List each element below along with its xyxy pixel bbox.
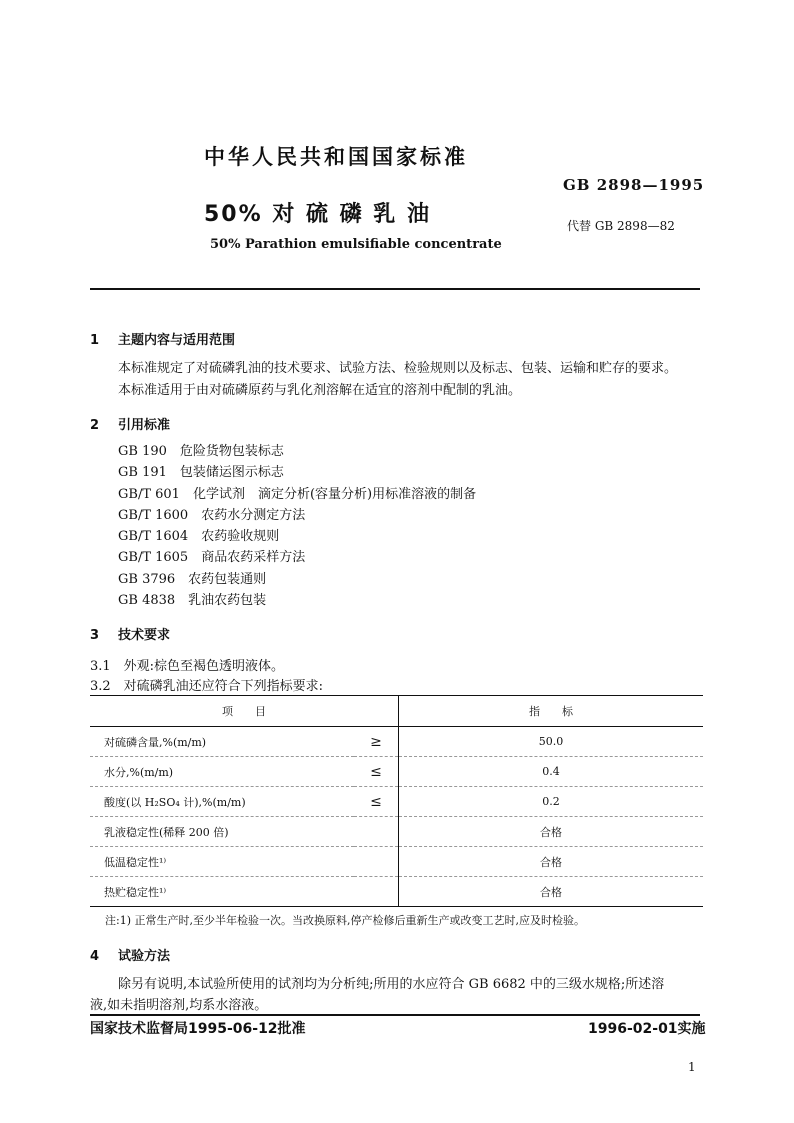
reference-name: 农药包装通则	[188, 571, 267, 587]
section-4-paragraph-line-2: 液,如未指明溶剂,均系水溶液。	[90, 998, 268, 1013]
reference-item	[118, 569, 476, 590]
row-value: 合格	[399, 817, 704, 847]
table-row	[90, 757, 703, 787]
reference-list	[118, 441, 476, 611]
column-header-value: 指 标	[399, 696, 704, 727]
reference-code: GB/T 1600	[118, 507, 189, 523]
reference-item	[118, 590, 476, 611]
reference-name: 危险货物包装标志	[179, 444, 284, 459]
row-item: 酸度(以 H₂SO₄ 计),%(m/m)	[90, 787, 354, 817]
reference-code: GB/T 1605	[118, 550, 189, 566]
section-3-heading	[90, 624, 170, 643]
reference-item	[118, 484, 476, 505]
reference-name: 包装储运图示标志	[179, 465, 284, 481]
clause-3-1: 3.1 外观:棕色至褐色透明液体。	[90, 659, 285, 674]
clause-3-2: 3.2 对硫磷乳油还应符合下列指标要求:	[90, 679, 324, 694]
english-title: 50% Parathion emulsifiable concentrate	[210, 237, 502, 252]
section-1-paragraph-2: 本标准适用于由对硫磷原药与乳化剂溶解在适宜的溶剂中配制的乳油。	[118, 383, 522, 398]
footer-divider	[90, 1014, 700, 1016]
row-value: 0.4	[399, 757, 704, 787]
section-4-paragraph-line-1: 除另有说明,本试验所使用的试剂均为分析纯;所用的水应符合 GB 6682 中的三级水规格;所述溶	[118, 977, 665, 992]
gb-number: GB 2898—1995	[563, 176, 705, 194]
reference-name: 农药水分测定方法	[201, 507, 306, 523]
section-2-heading	[90, 414, 170, 433]
table-row	[90, 727, 703, 757]
section-4-heading	[90, 945, 170, 964]
section-title: 试验方法	[118, 949, 171, 964]
reference-item	[118, 526, 476, 547]
section-number: 2	[90, 418, 100, 433]
section-number: 1	[90, 333, 100, 348]
standard-title: 中华人民共和国国家标准	[204, 145, 468, 169]
reference-name: 农药验收规则	[201, 529, 280, 545]
reference-name: 商品农药采样方法	[201, 550, 306, 566]
reference-item	[118, 441, 476, 462]
reference-code: GB 4838	[118, 593, 176, 609]
page-number: 1	[688, 1060, 696, 1074]
section-title: 主题内容与适用范围	[118, 333, 236, 348]
reference-name: 乳油农药包装	[188, 593, 267, 609]
table-row	[90, 817, 703, 847]
specification-table	[90, 695, 703, 907]
reference-code: GB 3796	[118, 571, 176, 587]
table-row	[90, 877, 703, 907]
effective-date: 1996-02-01实施	[588, 1021, 706, 1037]
reference-code: GB/T 1604	[118, 529, 189, 545]
replaces-note: 代替 GB 2898—82	[567, 219, 675, 233]
row-value: 50.0	[399, 727, 704, 757]
column-header-item: 项 目	[90, 696, 399, 727]
document-title: 50% 对 硫 磷 乳 油	[204, 202, 431, 227]
section-title: 技术要求	[118, 628, 171, 643]
reference-code: GB 190	[118, 444, 167, 459]
row-item: 对硫磷含量,%(m/m)	[90, 727, 354, 757]
section-1-paragraph-1: 本标准规定了对硫磷乳油的技术要求、试验方法、检验规则以及标志、包装、运输和贮存的要求。	[118, 361, 678, 376]
reference-item	[118, 462, 476, 483]
reference-name: 化学试剂 滴定分析(容量分析)用标准溶液的制备	[192, 486, 477, 502]
row-operator: ≤	[354, 787, 399, 817]
row-operator: ≥	[354, 727, 399, 757]
reference-code: GB/T 601	[118, 486, 180, 502]
row-item: 低温稳定性¹⁾	[90, 847, 354, 877]
row-item: 热贮稳定性¹⁾	[90, 877, 354, 907]
table-header-row	[90, 696, 703, 727]
row-operator: ≤	[354, 757, 399, 787]
row-operator	[354, 877, 399, 907]
approval-line: 国家技术监督局1995-06-12批准	[90, 1021, 306, 1037]
table-row	[90, 847, 703, 877]
reference-item	[118, 505, 476, 526]
row-item: 乳液稳定性(稀释 200 倍)	[90, 817, 354, 847]
row-value: 合格	[399, 877, 704, 907]
row-item: 水分,%(m/m)	[90, 757, 354, 787]
row-operator	[354, 847, 399, 877]
row-value: 合格	[399, 847, 704, 877]
section-number: 3	[90, 628, 100, 643]
header-divider	[90, 288, 700, 290]
reference-item	[118, 547, 476, 568]
table-footnote: 注:1) 正常生产时,至少半年检验一次。当改换原料,停产检修后重新生产或改变工艺时,应及时检验。	[105, 914, 585, 927]
reference-code: GB 191	[118, 465, 167, 481]
table-row	[90, 787, 703, 817]
row-value: 0.2	[399, 787, 704, 817]
section-1-heading	[90, 329, 235, 348]
section-title: 引用标准	[118, 418, 171, 433]
section-number: 4	[90, 949, 100, 964]
row-operator	[354, 817, 399, 847]
